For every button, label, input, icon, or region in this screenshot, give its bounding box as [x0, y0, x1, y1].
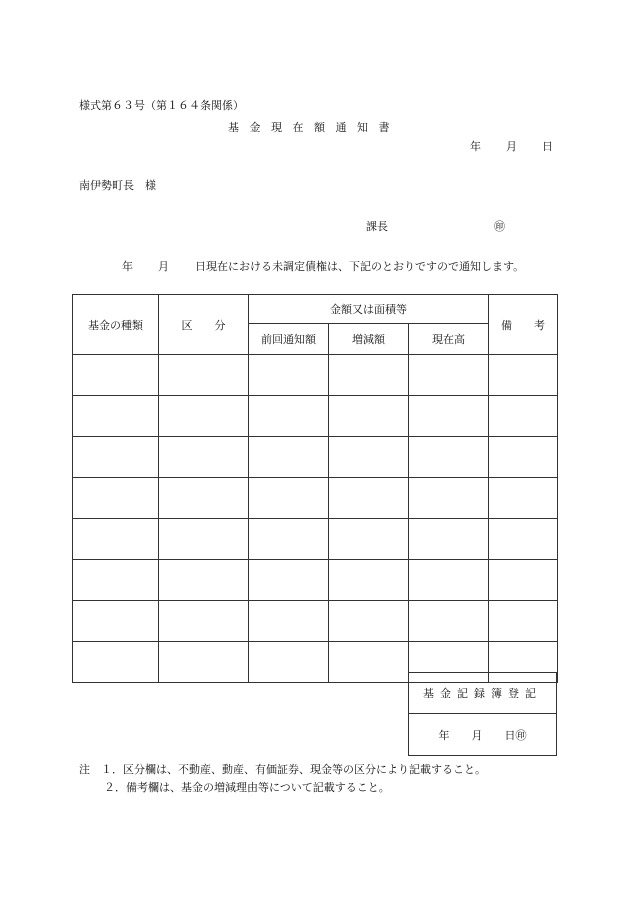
table-cell: [249, 519, 329, 560]
table-cell: [489, 437, 558, 478]
table-row: [73, 355, 558, 396]
registry-label: 基金記録簿登記: [409, 673, 557, 714]
table-cell: [489, 355, 558, 396]
table-cell: [249, 601, 329, 642]
registry-date: [409, 714, 557, 756]
registry-seal-icon: ㊞: [515, 728, 527, 742]
intro-year: 年: [122, 260, 133, 273]
table-cell: [73, 560, 159, 601]
header-change: 増減額: [329, 324, 409, 355]
table-cell: [489, 396, 558, 437]
section-chief-label: 課長: [366, 220, 388, 233]
table-cell: [329, 355, 409, 396]
table-cell: [159, 396, 249, 437]
date-year: 年: [470, 140, 481, 153]
table-cell: [409, 478, 489, 519]
table-cell: [249, 437, 329, 478]
table-cell: [159, 642, 249, 683]
table-row: [73, 437, 558, 478]
header-category: 区 分: [159, 295, 249, 355]
table-cell: [73, 355, 159, 396]
intro-sentence: [122, 258, 524, 274]
table-cell: [329, 437, 409, 478]
intro-month: 月: [158, 260, 169, 273]
table-cell: [73, 478, 159, 519]
note-1: 注 １．区分欄は、不動産、動産、有価証券、現金等の区分により記載すること。: [79, 763, 486, 776]
registry-year: 年: [438, 728, 450, 742]
fund-table: [72, 294, 558, 683]
table-cell: [409, 437, 489, 478]
table-cell: [159, 519, 249, 560]
addressee: 南伊勢町長 様: [79, 179, 156, 192]
table-cell: [249, 478, 329, 519]
table-cell: [409, 560, 489, 601]
table-cell: [489, 478, 558, 519]
table-cell: [249, 396, 329, 437]
registry-day: 日: [504, 728, 516, 742]
note-2: ２．備考欄は、基金の増減理由等について記載すること。: [104, 781, 390, 794]
table-cell: [329, 396, 409, 437]
table-cell: [73, 396, 159, 437]
table-cell: [249, 355, 329, 396]
header-remarks: 備 考: [489, 295, 558, 355]
intro-text: 日現在における未調定債権は、下記のとおりですので通知します。: [195, 260, 525, 273]
table-cell: [329, 601, 409, 642]
header-amount-group: 金額又は面積等: [249, 295, 489, 324]
header-fund-type: 基金の種類: [73, 295, 159, 355]
table-cell: [329, 560, 409, 601]
header-previous: 前回通知額: [249, 324, 329, 355]
table-cell: [159, 601, 249, 642]
table-cell: [73, 519, 159, 560]
table-cell: [329, 478, 409, 519]
date-month: 月: [506, 140, 517, 153]
table-cell: [489, 560, 558, 601]
seal-icon: ㊞: [494, 220, 505, 233]
date-day: 日: [542, 140, 553, 153]
table-cell: [73, 601, 159, 642]
table-cell: [409, 601, 489, 642]
table-body: [73, 355, 558, 683]
table-cell: [409, 396, 489, 437]
form-number: 様式第６３号（第１６４条関係）: [79, 99, 244, 112]
document-title: 基金現在額通知書: [228, 121, 400, 134]
registry-month: 月: [471, 728, 483, 742]
table-row: [73, 396, 558, 437]
table-cell: [159, 355, 249, 396]
table-cell: [73, 642, 159, 683]
table-cell: [73, 437, 159, 478]
table-cell: [159, 560, 249, 601]
table-row: [73, 478, 558, 519]
date-line: [470, 138, 553, 154]
table-cell: [329, 519, 409, 560]
table-cell: [249, 560, 329, 601]
registry-box: [408, 672, 557, 756]
table-row: [73, 601, 558, 642]
header-current: 現在高: [409, 324, 489, 355]
table-cell: [489, 601, 558, 642]
table-cell: [249, 642, 329, 683]
table-cell: [489, 519, 558, 560]
table-row: [73, 519, 558, 560]
table-cell: [329, 642, 409, 683]
table-row: [73, 560, 558, 601]
table-cell: [159, 437, 249, 478]
table-cell: [409, 519, 489, 560]
table-cell: [409, 355, 489, 396]
table-cell: [159, 478, 249, 519]
